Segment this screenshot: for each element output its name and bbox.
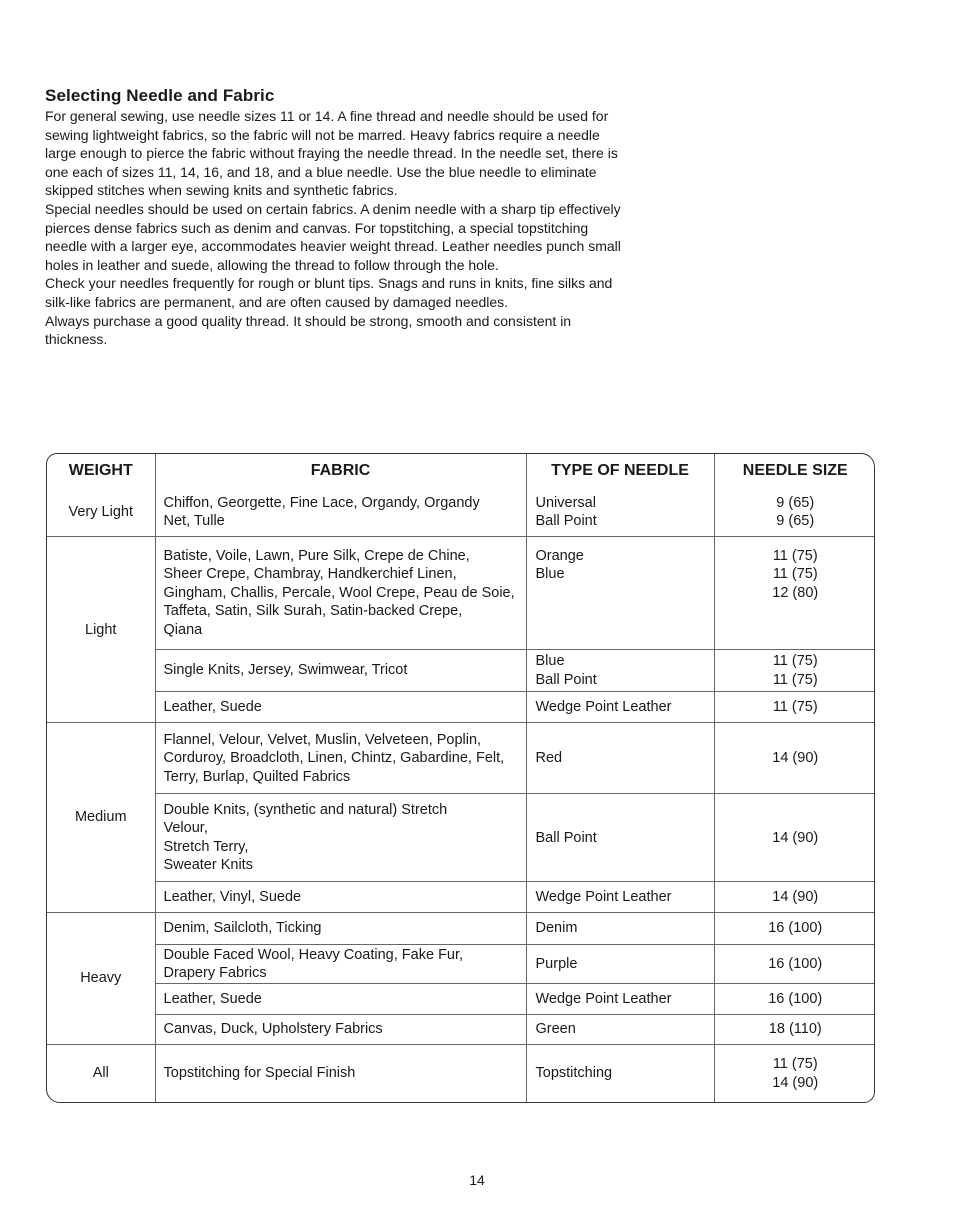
needle-size-line: 11 (75) — [772, 566, 818, 583]
needle-size-line — [716, 621, 876, 640]
needle-type-cell — [526, 723, 714, 794]
table-row — [47, 794, 875, 882]
fabric-cell — [155, 488, 526, 537]
header-fabric: FABRIC — [155, 454, 526, 488]
needle-type-cell — [526, 912, 714, 945]
fabric-cell — [155, 1014, 526, 1045]
needle-size-line: 11 (75) — [772, 699, 818, 716]
needle-size-cell — [714, 1045, 875, 1102]
needle-size-line: 14 (90) — [772, 750, 819, 766]
fabric-cell — [155, 945, 526, 984]
fabric-line: Batiste, Voile, Lawn, Pure Silk, Crepe de Chine, — [163, 547, 470, 564]
fabric-line: Net, Tulle — [163, 513, 225, 530]
table-row — [47, 945, 875, 984]
fabric-line: Double Faced Wool, Heavy Coating, Fake Fur, — [163, 946, 464, 963]
weight-cell: All — [47, 1045, 155, 1102]
needle-type-line — [536, 621, 705, 640]
needle-size-cell — [714, 723, 875, 794]
fabric-line: Flannel, Velour, Velvet, Muslin, Velveteen, Poplin, — [163, 731, 482, 748]
paragraph-thread-quality: Always purchase a good quality thread. It should be strong, smooth and consistent in thickness. — [45, 312, 572, 348]
needle-type-line: Orange — [535, 547, 584, 564]
needle-type-line: Purple — [535, 956, 578, 972]
page-number: 14 — [469, 1172, 485, 1188]
fabric-line: Taffeta, Satin, Silk Surah, Satin-backed Crepe, — [163, 603, 463, 620]
needle-type-line: Wedge Point Leather — [535, 888, 672, 905]
needle-size-cell — [714, 945, 875, 984]
needle-size-line: 16 (100) — [768, 920, 823, 937]
needle-size-cell — [714, 882, 875, 913]
needle-size-line: 14 (90) — [772, 829, 819, 846]
table-row — [47, 984, 875, 1015]
fabric-line: Leather, Suede — [163, 699, 262, 716]
needle-size-line — [716, 602, 876, 621]
needle-type-line: Topstitching — [535, 1065, 613, 1082]
fabric-line: Denim, Sailcloth, Ticking — [163, 920, 322, 937]
needle-size-cell — [714, 649, 875, 692]
fabric-line: Gingham, Challis, Percale, Wool Crepe, Peau de Soie, — [163, 584, 515, 601]
table-row — [47, 1014, 875, 1045]
fabric-line: Topstitching for Special Finish — [163, 1065, 356, 1082]
paragraph-special-needles: Special needles should be used on certain fabrics. A denim needle with a sharp tip effectively pierces dense fabrics such as denim and canvas. For topstitching, a special topstitching needle with a larger eye, accommodates heavier weight thread. Leather needles punch small holes in leather and suede, allowing the thread to follow through the hole. — [45, 200, 621, 273]
needle-type-line: Wedge Point Leather — [535, 699, 672, 716]
needle-size-line: 11 (75) — [772, 653, 818, 670]
table-row — [47, 537, 875, 649]
table-row — [47, 1045, 875, 1102]
needle-type-cell — [526, 1045, 714, 1102]
table-header-row — [47, 454, 875, 488]
needle-type-cell — [526, 882, 714, 913]
fabric-cell — [155, 984, 526, 1015]
fabric-line: Drapery Fabrics — [163, 965, 267, 982]
needle-size-line: 12 (80) — [772, 584, 819, 601]
needle-size-line: 9 (65) — [776, 513, 815, 530]
fabric-cell — [155, 649, 526, 692]
needle-size-line: 14 (90) — [772, 888, 819, 905]
fabric-cell — [155, 912, 526, 945]
paragraph-check-needles: Check your needles frequently for rough or blunt tips. Snags and runs in knits, fine silks and silk-like fabrics are permanent, and are often caused by damaged needles. — [45, 275, 613, 310]
table-row — [47, 488, 875, 537]
needle-size-cell — [714, 537, 875, 649]
intro-text — [45, 107, 625, 349]
needle-type-line: Blue — [535, 566, 565, 583]
fabric-line: Leather, Vinyl, Suede — [163, 888, 302, 905]
needle-type-cell — [526, 984, 714, 1015]
needle-type-line: Ball Point — [535, 671, 597, 688]
needle-size-line: 16 (100) — [768, 990, 823, 1007]
needle-size-cell — [714, 488, 875, 537]
needle-type-cell — [526, 1014, 714, 1045]
fabric-line: Leather, Suede — [163, 990, 262, 1007]
fabric-cell — [155, 692, 526, 723]
table-row — [47, 912, 875, 945]
needle-type-line: Green — [535, 1021, 576, 1038]
fabric-line: Qiana — [163, 621, 203, 638]
fabric-cell — [155, 1045, 526, 1102]
fabric-line: Velour, — [163, 820, 208, 837]
fabric-line: Canvas, Duck, Upholstery Fabrics — [163, 1021, 383, 1038]
needle-size-line: 9 (65) — [776, 494, 815, 511]
needle-type-cell — [526, 488, 714, 537]
needle-size-cell — [714, 1014, 875, 1045]
weight-cell: Light — [47, 537, 155, 723]
table-row — [47, 723, 875, 794]
needle-type-line: Blue — [535, 653, 565, 670]
needle-size-line: 18 (110) — [768, 1021, 822, 1038]
needle-size-line: 16 (100) — [768, 956, 823, 972]
needle-size-cell — [714, 984, 875, 1015]
needle-fabric-table — [47, 454, 875, 1102]
fabric-line: Stretch Terry, — [163, 838, 249, 855]
needle-size-cell — [714, 692, 875, 723]
fabric-line: Sweater Knits — [163, 857, 253, 874]
needle-size-line: 11 (75) — [772, 671, 818, 688]
needle-type-line: Red — [535, 750, 563, 766]
needle-type-cell — [526, 537, 714, 649]
needle-type-line: Ball Point — [535, 513, 597, 530]
needle-type-cell — [526, 692, 714, 723]
needle-size-cell — [714, 794, 875, 882]
table-row — [47, 882, 875, 913]
table-row — [47, 649, 875, 692]
weight-cell: Heavy — [47, 912, 155, 1045]
needle-type-line: Denim — [535, 920, 578, 937]
needle-size-line: 11 (75) — [772, 1056, 818, 1073]
needle-type-cell — [526, 945, 714, 984]
needle-fabric-table-frame — [46, 453, 875, 1103]
fabric-line: Chiffon, Georgette, Fine Lace, Organdy, Organdy — [163, 494, 480, 511]
weight-cell: Very Light — [47, 488, 155, 537]
table-body — [47, 488, 875, 1102]
fabric-cell — [155, 882, 526, 913]
needle-type-line: Universal — [535, 494, 596, 511]
paragraph-general-sewing: For general sewing, use needle sizes 11 or 14. A fine thread and needle should be used for sewing lightweight fabrics, so the fabric will not be marred. Heavy fabrics require a needle large enough to pierce the fabric without fraying the needle thread. In the needle set, there is one each of sizes 11, 14, 16, and 18, and a blue needle. Use the blue needle to eliminate skipped stitches when sewing knits and synthetic fabrics. — [45, 108, 618, 199]
fabric-line: Sheer Crepe, Chambray, Handkerchief Linen, — [163, 566, 457, 583]
header-needle-type: TYPE OF NEEDLE — [526, 454, 714, 488]
fabric-line: Corduroy, Broadcloth, Linen, Chintz, Gabardine, Felt, — [163, 750, 505, 766]
fabric-line: Terry, Burlap, Quilted Fabrics — [163, 768, 351, 785]
weight-cell: Medium — [47, 723, 155, 913]
needle-size-cell — [714, 912, 875, 945]
needle-type-line — [536, 602, 705, 621]
fabric-cell — [155, 537, 526, 649]
header-weight: WEIGHT — [47, 454, 155, 488]
needle-type-line: Ball Point — [535, 829, 597, 846]
fabric-cell — [155, 794, 526, 882]
table-row — [47, 692, 875, 723]
needle-type-cell — [526, 794, 714, 882]
needle-size-line: 14 (90) — [772, 1074, 819, 1091]
fabric-line: Double Knits, (synthetic and natural) Stretch — [163, 801, 448, 818]
fabric-cell — [155, 723, 526, 794]
section-title: Selecting Needle and Fabric — [45, 86, 275, 105]
header-needle-size: NEEDLE SIZE — [714, 454, 875, 488]
needle-type-line — [536, 584, 705, 603]
fabric-line: Single Knits, Jersey, Swimwear, Tricot — [163, 662, 408, 679]
needle-type-line: Wedge Point Leather — [535, 990, 672, 1007]
needle-size-line: 11 (75) — [772, 547, 818, 564]
needle-type-cell — [526, 649, 714, 692]
